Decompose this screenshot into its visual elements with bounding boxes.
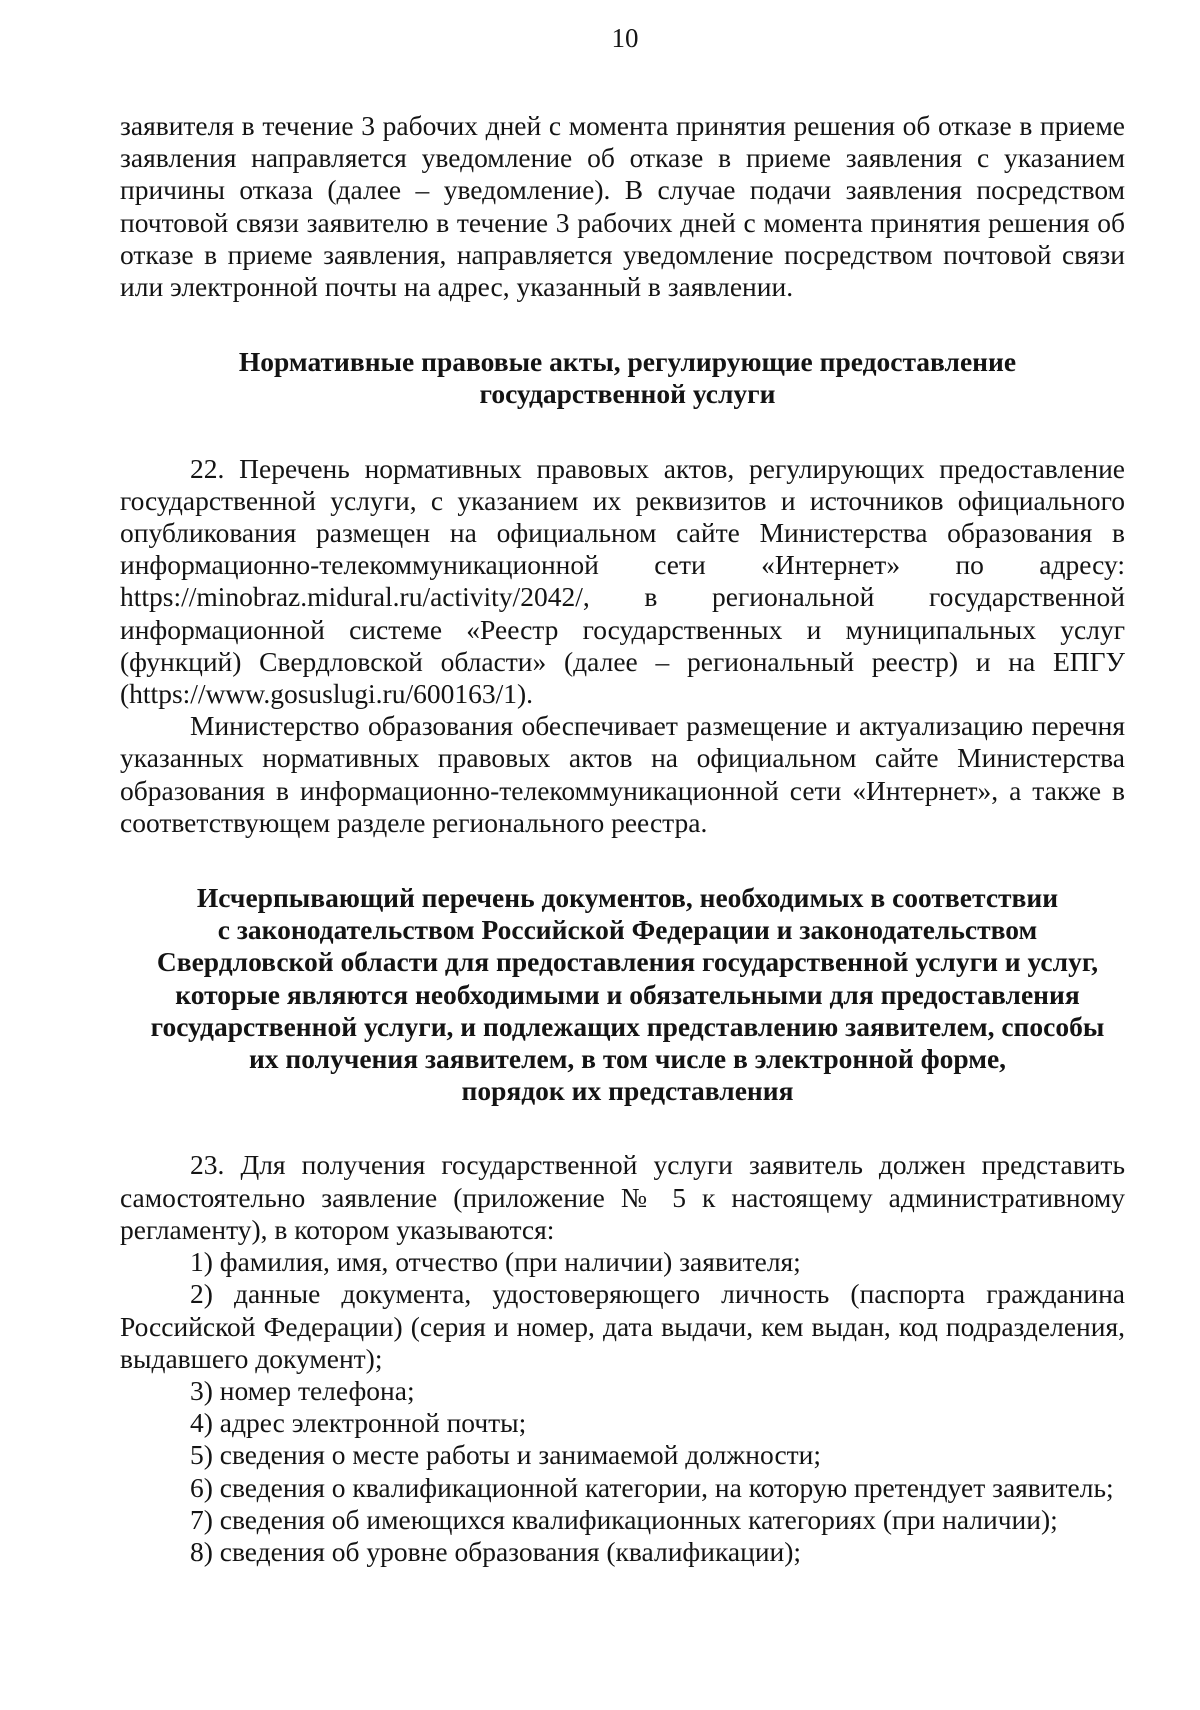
list-item: 6) сведения о квалификационной категории, на которую претендует заявитель; (190, 1471, 1114, 1503)
heading-line: Свердловской области для предоставления государственной услуги и услуг, (156, 946, 1099, 978)
list-item: 2) данные документа, удостоверяющего личность (паспорта гражданина Российской Федерации) (серия и номер, дата выдачи, кем выдан, код подразделения, выдавшего документ); (120, 1278, 1125, 1374)
requirements-list (120, 1246, 1125, 1568)
document-body (120, 110, 1125, 1568)
heading-line: Исчерпывающий перечень документов, необходимых в соответствии (196, 882, 1059, 914)
page-number: 10 (611, 23, 639, 53)
heading-line: государственной услуги, и подлежащих представлению заявителем, способы (150, 1010, 1105, 1042)
paragraph-22: 22. Перечень нормативных правовых актов, регулирующих предоставление государственной услуги, с указанием их реквизитов и источников официального опубликования размещен на официальном сайте Министерства образования в информационно-телекоммуникационной сети «Интернет» по адресу: https://minobraz.midural.ru/activity/2042/, в региональной государственной информационной системе «Реестр государственных и муниципальных услуг (функций) Свердловской области» (далее – региональный реестр) и на ЕПГУ (https://www.gosuslugi.ru/600163/1). (120, 452, 1125, 710)
heading-line: с законодательством Российской Федерации и законодательством (217, 914, 1038, 946)
heading-line: которые являются необходимыми и обязательными для предоставления (175, 978, 1080, 1010)
section-heading-legal-acts (120, 346, 1125, 410)
heading-line: их получения заявителем, в том числе в электронной форме, (248, 1043, 1007, 1075)
list-item: 1) фамилия, имя, отчество (при наличии) заявителя; (190, 1246, 801, 1278)
list-item: 4) адрес электронной почты; (190, 1407, 527, 1439)
list-item: 8) сведения об уровне образования (квалификации); (190, 1535, 802, 1567)
paragraph-intro: заявителя в течение 3 рабочих дней с момента принятия решения об отказе в приеме заявления направляется уведомление об отказе в приеме заявления с указанием причины отказа (далее – уведомление). В случае подачи заявления посредством почтовой связи заявителю в течение 3 рабочих дней с момента принятия решения об отказе в приеме заявления, направляется уведомление посредством почтовой связи или электронной почты на адрес, указанный в заявлении. (120, 110, 1125, 303)
paragraph-ministry: Министерство образования обеспечивает размещение и актуализацию перечня указанных нормативных правовых актов на официальном сайте Министерства образования в информационно-телекоммуникационной сети «Интернет», а также в соответствующем разделе регионального реестра. (120, 710, 1125, 838)
list-item: 3) номер телефона; (190, 1374, 415, 1406)
heading-line: Нормативные правовые акты, регулирующие предоставление (238, 346, 1017, 378)
list-item: 5) сведения о месте работы и занимаемой должности; (190, 1439, 822, 1471)
section-heading-documents (120, 882, 1125, 1107)
paragraph-23: 23. Для получения государственной услуги заявитель должен представить самостоятельно заявление (приложение № 5 к настоящему административному регламенту), в котором указываются: (120, 1149, 1125, 1245)
list-item: 7) сведения об имеющихся квалификационных категориях (при наличии); (190, 1503, 1058, 1535)
heading-line: порядок их представления (461, 1075, 794, 1107)
heading-line: государственной услуги (479, 378, 776, 410)
